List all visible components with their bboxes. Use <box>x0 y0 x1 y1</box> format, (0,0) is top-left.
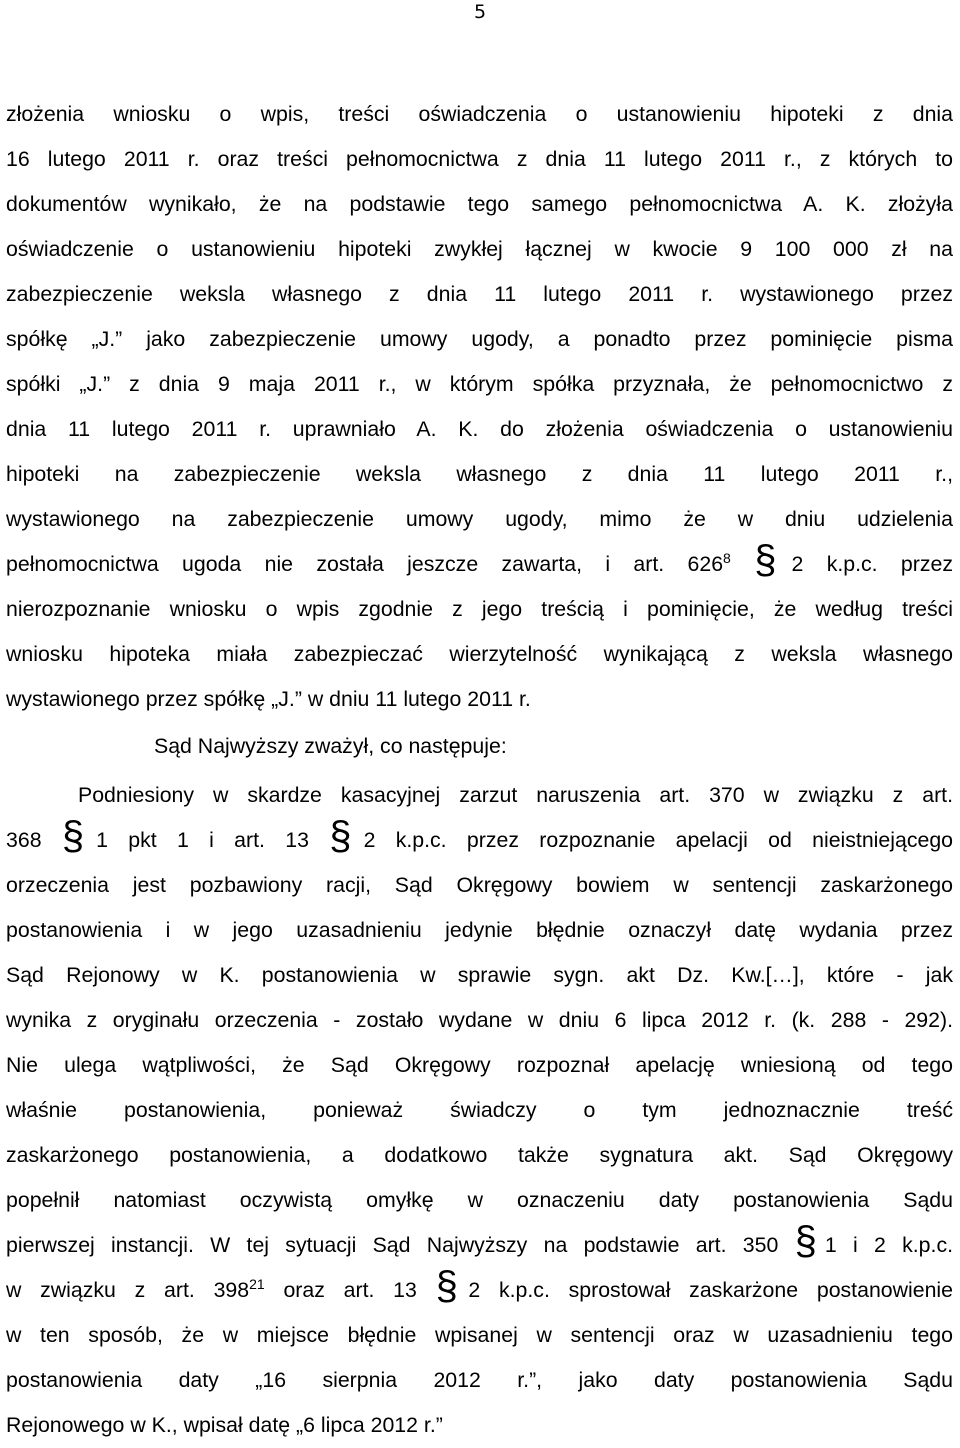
text-line: popełnił natomiast oczywistą omyłkę w oznaczeniu daty postanowienia Sądu <box>6 1188 953 1212</box>
document-body <box>6 92 953 1448</box>
text-line: właśnie postanowienia, ponieważ świadczy o tym jednoznacznie treść <box>6 1098 953 1122</box>
text-line: zaskarżonego postanowienia, a dodatkowo także sygnatura akt. Sąd Okręgowy <box>6 1143 953 1167</box>
section-sign-glyph: § <box>329 814 352 858</box>
text-segment: pierwszej instancji. W tej sytuacji Sąd Najwyższy na podstawie art. 350 <box>6 1233 779 1257</box>
text-segment: 368 <box>6 828 42 852</box>
section-sign-glyph: § <box>61 814 85 858</box>
text-line: zabezpieczenie weksla własnego z dnia 11 lutego 2011 r. wystawionego przez <box>6 282 953 306</box>
section-sign-glyph: § <box>794 1219 817 1263</box>
text-segment: 2 k.p.c. przez <box>768 552 954 576</box>
page-number: 5 <box>473 1 487 23</box>
text-line: spółkę „J.” jako zabezpieczenie umowy ugody, a ponadto przez pominięcie pisma <box>6 327 953 351</box>
section-heading: Sąd Najwyższy zważył, co następuje: <box>154 734 507 758</box>
text-segment: w związku z art. 398 <box>6 1278 250 1302</box>
text-line: Rejonowego w K., wpisał datę „6 lipca 2012 r.” <box>6 1413 443 1437</box>
section-sign-glyph: § <box>435 1264 458 1308</box>
text-line: w ten sposób, że w miejsce błędnie wpisanej w sentencji oraz w uzasadnieniu tego <box>6 1323 953 1347</box>
text-segment: 2 k.p.c. sprostował zaskarżone postanowienie <box>449 1278 954 1302</box>
text-line: hipoteki na zabezpieczenie weksla własnego z dnia 11 lutego 2011 r., <box>6 462 953 486</box>
text-line: oświadczenie o ustanowieniu hipoteki zwykłej łącznej w kwocie 9 100 000 zł na <box>6 237 953 261</box>
text-line: Sąd Rejonowy w K. postanowienia w sprawie sygn. akt Dz. Kw.[…], które - jak <box>6 963 953 987</box>
text-segment: pełnomocnictwa ugoda nie została jeszcze zawarta, i art. 626 <box>6 552 724 576</box>
text-line: spółki „J.” z dnia 9 maja 2011 r., w którym spółka przyznała, że pełnomocnictwo z <box>6 372 953 396</box>
text-segment: 1 pkt 1 i art. 13 <box>75 828 309 852</box>
text-line: wystawionego na zabezpieczenie umowy ugody, mimo że w dniu udzielenia <box>6 507 953 531</box>
text-line: Nie ulega wątpliwości, że Sąd Okręgowy rozpoznał apelację wniesioną od tego <box>6 1053 953 1077</box>
text-line <box>6 1219 954 1268</box>
text-line: orzeczenia jest pozbawiony racji, Sąd Okręgowy bowiem w sentencji zaskarżonego <box>6 873 953 897</box>
text-segment: 1 i 2 k.p.c. <box>808 1233 954 1257</box>
superscript: 8 <box>723 549 731 566</box>
text-line: wniosku hipoteka miała zabezpieczać wierzytelność wynikającą z weksla własnego <box>6 642 953 666</box>
text-line: postanowienia i w jego uzasadnieniu jedynie błędnie oznaczył datę wydania przez <box>6 918 953 942</box>
text-line: Podniesiony w skardze kasacyjnej zarzut naruszenia art. 370 w związku z art. <box>78 783 953 807</box>
text-line: wystawionego przez spółkę „J.” w dniu 11 lutego 2011 r. <box>6 687 531 711</box>
section-sign-glyph: § <box>754 538 777 582</box>
text-line: nierozpoznanie wniosku o wpis zgodnie z jego treścią i pominięcie, że według treści <box>6 597 953 621</box>
text-line: 16 lutego 2011 r. oraz treści pełnomocnictwa z dnia 11 lutego 2011 r., z których to <box>6 147 953 171</box>
text-line <box>6 538 954 587</box>
text-segment: oraz art. 13 <box>264 1278 417 1302</box>
text-line: złożenia wniosku o wpis, treści oświadczenia o ustanowieniu hipoteki z dnia <box>6 102 953 126</box>
superscript: 21 <box>249 1275 265 1292</box>
text-line: dnia 11 lutego 2011 r. uprawniało A. K. do złożenia oświadczenia o ustanowieniu <box>6 417 953 441</box>
text-line <box>6 814 954 863</box>
text-line: dokumentów wynikało, że na podstawie tego samego pełnomocnictwa A. K. złożyła <box>6 192 953 216</box>
text-line: wynika z oryginału orzeczenia - zostało wydane w dniu 6 lipca 2012 r. (k. 288 - 292). <box>6 1008 953 1032</box>
text-line: postanowienia daty „16 sierpnia 2012 r.”, jako daty postanowienia Sądu <box>6 1368 953 1392</box>
text-segment: 2 k.p.c. przez rozpoznanie apelacji od nieistniejącego <box>343 828 954 852</box>
